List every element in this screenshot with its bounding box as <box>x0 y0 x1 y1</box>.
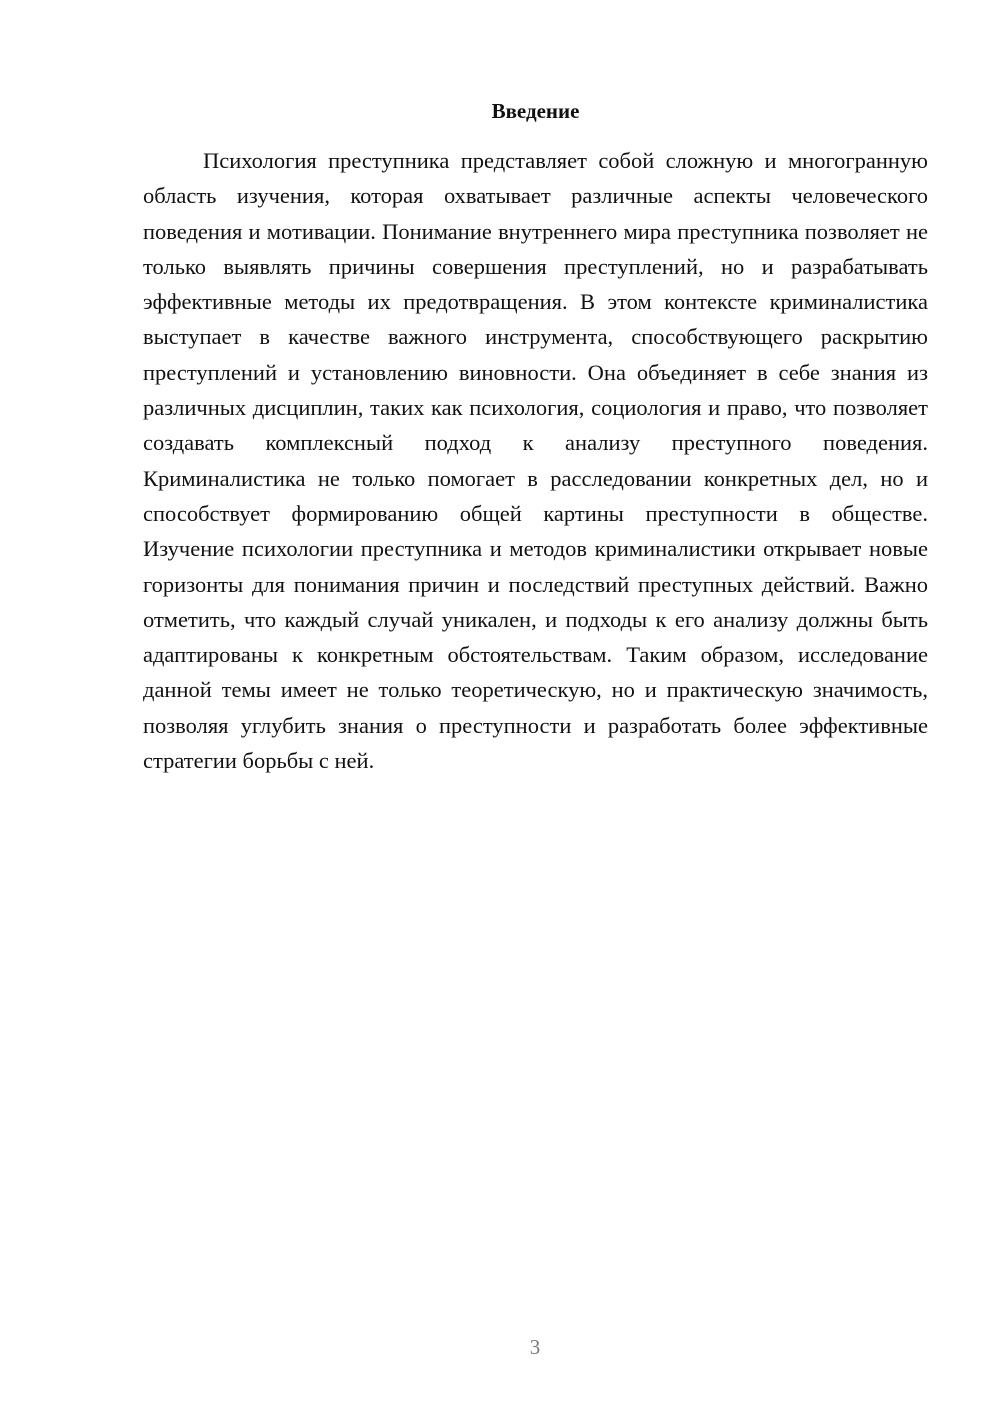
page-title: Введение <box>491 99 580 123</box>
page-number: 3 <box>529 1335 541 1359</box>
body-paragraph: Психология преступника представляет собой сложную и многогранную область изучения, которая охватывает различные аспекты человеческого поведения и мотивации. Понимание внутреннего мира преступника позволяет не только выявлять причины совершения преступлений, но и разрабатывать эффективные методы их предотвращения. В этом контексте криминалистика выступает в качестве важного инструмента, способствующего раскрытию преступлений и установлению виновности. Она объединяет в себе знания из различных дисциплин, таких как психология, социология и право, что позволяет создавать комплексный подход к анализу преступного поведения. Криминалистика не только помогает в расследовании конкретных дел, но и способствует формированию общей картины преступности в обществе. Изучение психологии преступника и методов криминалистики открывает новые горизонты для понимания причин и последствий преступных действий. Важно отметить, что каждый случай уникален, и подходы к его анализу должны быть адаптированы к конкретным обстоятельствам. Таким образом, исследование данной темы имеет не только теоретическую, но и практическую значимость, позволяя углубить знания о преступности и разработать более эффективные стратегии борьбы с ней. <box>143 148 928 774</box>
